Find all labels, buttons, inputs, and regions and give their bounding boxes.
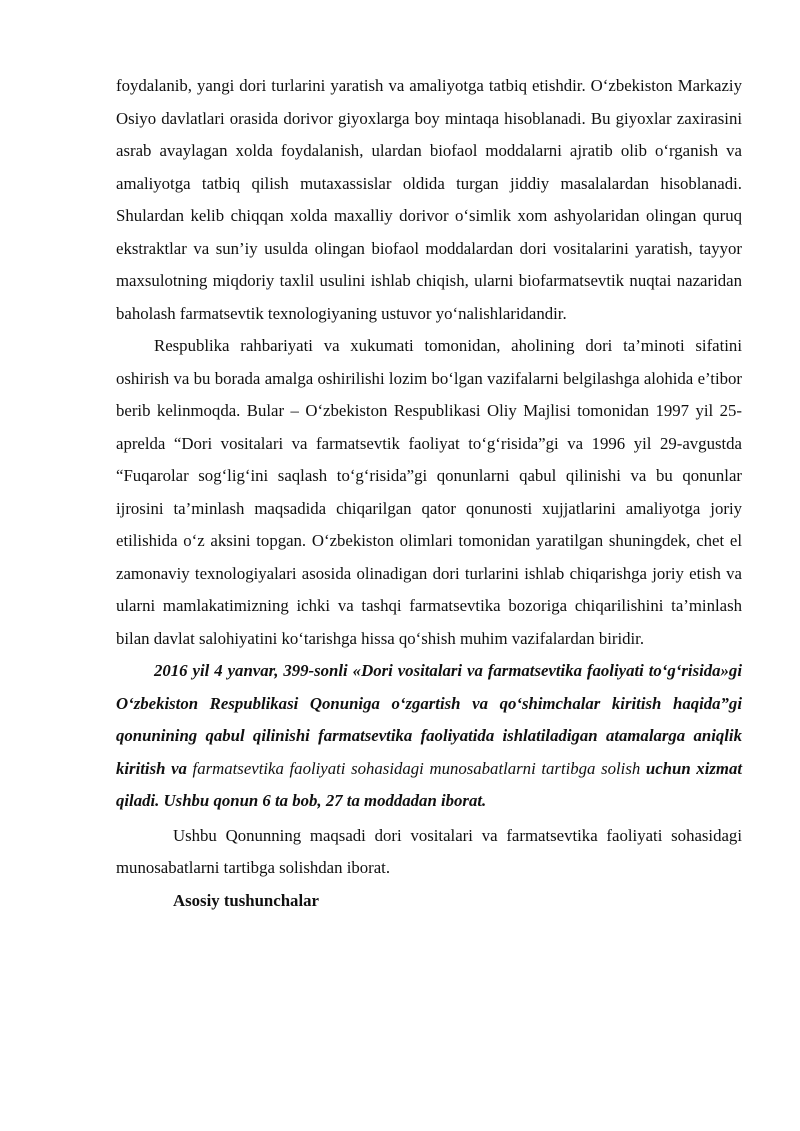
paragraph-intro: foydalanib, yangi dori turlarini yaratish va amaliyotga tatbiq etishdir. O‘zbekiston Markaziy Osiyo davlatlari orasida dorivor giyoxlarga boy mintaqa hisoblanadi. Bu giyoxlar zaxirasini asrab avaylagan xolda foydalanish, ulardan biofaol moddalarni ajratib olib o‘rganish va amaliyotga tatbiq qilish mutaxassislar oldida turgan jiddiy masalalardan hisoblanadi. Shulardan kelib chiqqan xolda maxalliy dorivor o‘simlik xom ashyolaridan olingan quruq ekstraktlar va sun’iy usulda olingan biofaol moddalardan dori vositalarini yaratish, tayyor maxsulotning miqdoriy taxlil usulini ishlab chiqish, ularni biofarmatsevtik nuqtai nazaridan baholash farmatsevtik texnologiyaning ustuvor yo‘nalishlaridandir. [116,76,742,323]
section-heading: Asosiy tushunchalar [173,890,319,910]
law-purpose-italic: farmatsevtika faoliyati sohasidagi munosabatlarni tartibga solish [192,758,641,778]
paragraph-government: Respublika rahbariyati va xukumati tomonidan, aholining dori ta’minoti sifatini oshirish va bu borada amalga oshirilishi lozim bo‘lgan vazifalarni belgilashga alohida e’tibor berib kelinmoqda. Bular – O‘zbekiston Respublikasi Oliy Majlisi tomonidan 1997 yil 25-aprelda “Dori vositalari va farmatsevtik faoliyat to‘g‘risida”gi va 1996 yil 29-avgustda “Fuqarolar sog‘lig‘ini saqlash to‘g‘risida”gi qonunlarni qabul qilinishi va bu qonunlar ijrosini ta’minlash maqsadida chiqarilgan qator qonunosti xujjatlarini amaliyotga joriy etilishida o‘z aksini topgan. O‘zbekiston olimlari tomonidan yaratilgan shuningdek, chet el zamonaviy texnologiyalari asosida olinadigan dori turlarini ishlab chiqarishga joriy etish va ularni mamlakatimizning ichki va tashqi farmatsevtika bozoriga chiqarilishini ta’minlash bilan davlat salohiyatini ko‘tarishga hissa qo‘shish muhim vazifalardan biridir. [116,336,742,648]
paragraph-law-2016 [116,655,742,818]
paragraph-law-purpose: Ushbu Qonunning maqsadi dori vositalari va farmatsevtika faoliyati sohasidagi munosabatlarni tartibga solishdan iborat. [116,825,742,877]
document-page [116,70,742,917]
law-title-bold: 2016 yil 4 yanvar, 399-sonli «Dori vositalari va farmatsevtika faoliyati to‘g‘risida»gi O‘zbekiston Respublikasi Qonuniga o‘zgartish va qo‘shimchalar kiritish haqida”gi qonunining qabul qilinishi farmatsevtika faoliyatida ishlatiladigan atamalarga aniqlik kiritish va [116,661,742,778]
law-structure-bold: uchun xizmat qiladi. Ushbu qonun 6 ta bob, 27 ta moddadan iborat. [116,758,742,810]
